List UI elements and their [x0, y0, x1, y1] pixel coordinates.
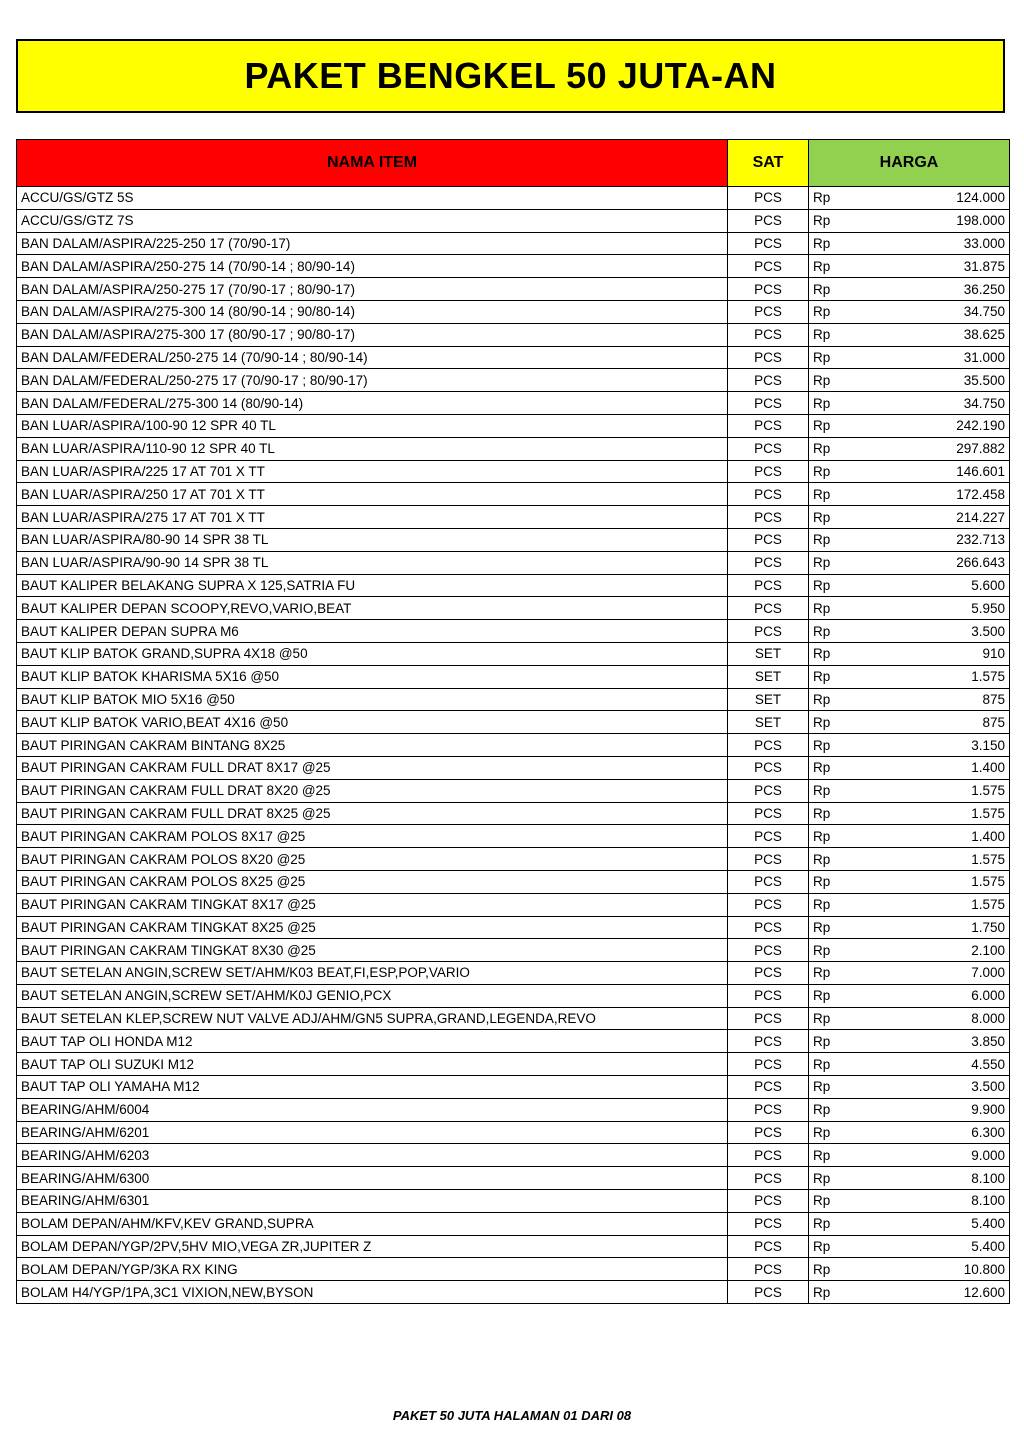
item-price: 4.550	[854, 1053, 1010, 1076]
item-unit: PCS	[728, 1258, 809, 1281]
item-unit: PCS	[728, 209, 809, 232]
item-unit: PCS	[728, 1190, 809, 1213]
item-name: BAUT PIRINGAN CAKRAM TINGKAT 8X30 @25	[17, 939, 728, 962]
table-row	[17, 528, 1010, 551]
currency-label: Rp	[809, 1190, 854, 1213]
table-row	[17, 962, 1010, 985]
currency-label: Rp	[809, 984, 854, 1007]
item-name: BEARING/AHM/6301	[17, 1190, 728, 1213]
currency-label: Rp	[809, 369, 854, 392]
currency-label: Rp	[809, 734, 854, 757]
currency-label: Rp	[809, 939, 854, 962]
item-name: BAUT TAP OLI HONDA M12	[17, 1030, 728, 1053]
table-row	[17, 756, 1010, 779]
item-price: 875	[854, 688, 1010, 711]
item-price: 34.750	[854, 392, 1010, 415]
item-unit: PCS	[728, 802, 809, 825]
table-row	[17, 1098, 1010, 1121]
table-row	[17, 734, 1010, 757]
item-name: BAUT KLIP BATOK KHARISMA 5X16 @50	[17, 665, 728, 688]
item-price: 3.150	[854, 734, 1010, 757]
table-row	[17, 1121, 1010, 1144]
item-name: BEARING/AHM/6004	[17, 1098, 728, 1121]
currency-label: Rp	[809, 437, 854, 460]
item-name: BOLAM DEPAN/YGP/2PV,5HV MIO,VEGA ZR,JUPITER Z	[17, 1235, 728, 1258]
table-row	[17, 483, 1010, 506]
item-name: BAUT SETELAN ANGIN,SCREW SET/AHM/K0J GENIO,PCX	[17, 984, 728, 1007]
currency-label: Rp	[809, 1007, 854, 1030]
table-row	[17, 1007, 1010, 1030]
header-sat: SAT	[728, 140, 809, 187]
table-row	[17, 802, 1010, 825]
item-price: 3.500	[854, 1076, 1010, 1099]
title-banner	[16, 39, 1005, 113]
item-price: 1.575	[854, 665, 1010, 688]
item-price: 6.300	[854, 1121, 1010, 1144]
item-unit: PCS	[728, 962, 809, 985]
item-unit: PCS	[728, 323, 809, 346]
table-row	[17, 642, 1010, 665]
table-row	[17, 209, 1010, 232]
item-price: 214.227	[854, 506, 1010, 529]
currency-label: Rp	[809, 620, 854, 643]
item-name: BEARING/AHM/6203	[17, 1144, 728, 1167]
item-price: 3.850	[854, 1030, 1010, 1053]
table-row	[17, 255, 1010, 278]
table-row	[17, 1258, 1010, 1281]
currency-label: Rp	[809, 1121, 854, 1144]
item-unit: PCS	[728, 278, 809, 301]
item-price: 34.750	[854, 300, 1010, 323]
currency-label: Rp	[809, 916, 854, 939]
item-price: 297.882	[854, 437, 1010, 460]
table-row	[17, 1235, 1010, 1258]
currency-label: Rp	[809, 688, 854, 711]
item-unit: PCS	[728, 1144, 809, 1167]
item-price: 3.500	[854, 620, 1010, 643]
item-name: BAUT PIRINGAN CAKRAM FULL DRAT 8X25 @25	[17, 802, 728, 825]
item-price: 232.713	[854, 528, 1010, 551]
item-price: 35.500	[854, 369, 1010, 392]
currency-label: Rp	[809, 893, 854, 916]
table-row	[17, 1144, 1010, 1167]
item-price: 12.600	[854, 1281, 1010, 1304]
table-header-row	[17, 140, 1010, 187]
item-price: 5.400	[854, 1235, 1010, 1258]
item-name: BAUT PIRINGAN CAKRAM POLOS 8X17 @25	[17, 825, 728, 848]
item-name: BEARING/AHM/6201	[17, 1121, 728, 1144]
item-price: 1.750	[854, 916, 1010, 939]
table-row	[17, 870, 1010, 893]
item-price: 9.900	[854, 1098, 1010, 1121]
item-name: BAUT PIRINGAN CAKRAM POLOS 8X25 @25	[17, 870, 728, 893]
item-price: 146.601	[854, 460, 1010, 483]
item-price: 5.400	[854, 1212, 1010, 1235]
item-price: 31.000	[854, 346, 1010, 369]
currency-label: Rp	[809, 1235, 854, 1258]
table-row	[17, 460, 1010, 483]
item-unit: PCS	[728, 779, 809, 802]
item-name: BAN DALAM/FEDERAL/250-275 14 (70/90-14 ; 80/90-14)	[17, 346, 728, 369]
item-unit: PCS	[728, 437, 809, 460]
table-row	[17, 688, 1010, 711]
currency-label: Rp	[809, 528, 854, 551]
item-name: BAUT PIRINGAN CAKRAM TINGKAT 8X25 @25	[17, 916, 728, 939]
item-name: BAUT PIRINGAN CAKRAM POLOS 8X20 @25	[17, 848, 728, 871]
item-unit: PCS	[728, 1098, 809, 1121]
currency-label: Rp	[809, 848, 854, 871]
currency-label: Rp	[809, 187, 854, 210]
item-unit: PCS	[728, 1076, 809, 1099]
item-price: 124.000	[854, 187, 1010, 210]
page-footer: PAKET 50 JUTA HALAMAN 01 DARI 08	[392, 1408, 632, 1423]
item-unit: PCS	[728, 1030, 809, 1053]
currency-label: Rp	[809, 962, 854, 985]
table-row	[17, 1281, 1010, 1304]
table-row	[17, 620, 1010, 643]
table-row	[17, 1167, 1010, 1190]
currency-label: Rp	[809, 1030, 854, 1053]
item-price: 10.800	[854, 1258, 1010, 1281]
item-unit: PCS	[728, 597, 809, 620]
item-price: 1.575	[854, 893, 1010, 916]
item-unit: PCS	[728, 848, 809, 871]
currency-label: Rp	[809, 1281, 854, 1304]
currency-label: Rp	[809, 756, 854, 779]
currency-label: Rp	[809, 392, 854, 415]
item-name: BAN LUAR/ASPIRA/100-90 12 SPR 40 TL	[17, 414, 728, 437]
table-row	[17, 187, 1010, 210]
table-row	[17, 506, 1010, 529]
item-name: BOLAM DEPAN/YGP/3KA RX KING	[17, 1258, 728, 1281]
table-row	[17, 711, 1010, 734]
item-price: 1.400	[854, 756, 1010, 779]
item-name: BAN DALAM/ASPIRA/250-275 14 (70/90-14 ; 80/90-14)	[17, 255, 728, 278]
item-unit: PCS	[728, 984, 809, 1007]
item-name: BAUT KLIP BATOK GRAND,SUPRA 4X18 @50	[17, 642, 728, 665]
table-row	[17, 597, 1010, 620]
currency-label: Rp	[809, 825, 854, 848]
table-row	[17, 1053, 1010, 1076]
item-price: 5.950	[854, 597, 1010, 620]
currency-label: Rp	[809, 711, 854, 734]
price-table	[16, 139, 1010, 1304]
currency-label: Rp	[809, 414, 854, 437]
item-unit: PCS	[728, 392, 809, 415]
currency-label: Rp	[809, 255, 854, 278]
item-price: 33.000	[854, 232, 1010, 255]
item-unit: PCS	[728, 528, 809, 551]
item-unit: PCS	[728, 1167, 809, 1190]
item-unit: SET	[728, 665, 809, 688]
item-name: BAN DALAM/ASPIRA/275-300 14 (80/90-14 ; 90/80-14)	[17, 300, 728, 323]
item-name: BAUT PIRINGAN CAKRAM FULL DRAT 8X20 @25	[17, 779, 728, 802]
item-unit: PCS	[728, 414, 809, 437]
item-unit: PCS	[728, 574, 809, 597]
currency-label: Rp	[809, 460, 854, 483]
item-price: 1.575	[854, 802, 1010, 825]
item-unit: PCS	[728, 187, 809, 210]
item-price: 266.643	[854, 551, 1010, 574]
item-name: BAN LUAR/ASPIRA/80-90 14 SPR 38 TL	[17, 528, 728, 551]
table-row	[17, 346, 1010, 369]
table-row	[17, 369, 1010, 392]
item-name: BAN LUAR/ASPIRA/225 17 AT 701 X TT	[17, 460, 728, 483]
currency-label: Rp	[809, 802, 854, 825]
table-row	[17, 551, 1010, 574]
item-unit: PCS	[728, 870, 809, 893]
item-name: BAUT KALIPER BELAKANG SUPRA X 125,SATRIA FU	[17, 574, 728, 597]
item-price: 38.625	[854, 323, 1010, 346]
currency-label: Rp	[809, 232, 854, 255]
item-unit: PCS	[728, 916, 809, 939]
currency-label: Rp	[809, 779, 854, 802]
item-unit: PCS	[728, 939, 809, 962]
item-unit: PCS	[728, 551, 809, 574]
item-unit: PCS	[728, 734, 809, 757]
item-unit: PCS	[728, 825, 809, 848]
currency-label: Rp	[809, 551, 854, 574]
currency-label: Rp	[809, 1098, 854, 1121]
currency-label: Rp	[809, 642, 854, 665]
item-unit: SET	[728, 642, 809, 665]
table-row	[17, 437, 1010, 460]
currency-label: Rp	[809, 278, 854, 301]
table-row	[17, 323, 1010, 346]
table-row	[17, 1030, 1010, 1053]
currency-label: Rp	[809, 209, 854, 232]
item-name: BAN LUAR/ASPIRA/90-90 14 SPR 38 TL	[17, 551, 728, 574]
header-nama-item: NAMA ITEM	[17, 140, 728, 187]
item-price: 172.458	[854, 483, 1010, 506]
item-price: 8.100	[854, 1167, 1010, 1190]
item-price: 36.250	[854, 278, 1010, 301]
item-price: 198.000	[854, 209, 1010, 232]
item-name: BAUT KLIP BATOK MIO 5X16 @50	[17, 688, 728, 711]
table-row	[17, 300, 1010, 323]
table-row	[17, 232, 1010, 255]
table-row	[17, 825, 1010, 848]
table-row	[17, 916, 1010, 939]
table-row	[17, 278, 1010, 301]
item-price: 2.100	[854, 939, 1010, 962]
item-name: BOLAM DEPAN/AHM/KFV,KEV GRAND,SUPRA	[17, 1212, 728, 1235]
table-row	[17, 779, 1010, 802]
item-name: BAUT PIRINGAN CAKRAM BINTANG 8X25	[17, 734, 728, 757]
item-name: BAUT TAP OLI YAMAHA M12	[17, 1076, 728, 1099]
item-name: BAUT TAP OLI SUZUKI M12	[17, 1053, 728, 1076]
currency-label: Rp	[809, 483, 854, 506]
currency-label: Rp	[809, 1053, 854, 1076]
page-title: PAKET BENGKEL 50 JUTA-AN	[244, 55, 777, 96]
currency-label: Rp	[809, 1212, 854, 1235]
currency-label: Rp	[809, 323, 854, 346]
item-name: ACCU/GS/GTZ 7S	[17, 209, 728, 232]
item-name: BAN LUAR/ASPIRA/275 17 AT 701 X TT	[17, 506, 728, 529]
currency-label: Rp	[809, 506, 854, 529]
item-price: 1.400	[854, 825, 1010, 848]
table-row	[17, 392, 1010, 415]
table-row	[17, 414, 1010, 437]
currency-label: Rp	[809, 665, 854, 688]
currency-label: Rp	[809, 1167, 854, 1190]
item-name: BAUT PIRINGAN CAKRAM TINGKAT 8X17 @25	[17, 893, 728, 916]
item-name: BAUT KALIPER DEPAN SUPRA M6	[17, 620, 728, 643]
item-name: BAN LUAR/ASPIRA/250 17 AT 701 X TT	[17, 483, 728, 506]
item-price: 242.190	[854, 414, 1010, 437]
item-name: BAN DALAM/ASPIRA/250-275 17 (70/90-17 ; 80/90-17)	[17, 278, 728, 301]
item-name: BAUT PIRINGAN CAKRAM FULL DRAT 8X17 @25	[17, 756, 728, 779]
table-row	[17, 939, 1010, 962]
item-unit: PCS	[728, 255, 809, 278]
currency-label: Rp	[809, 1258, 854, 1281]
item-price: 7.000	[854, 962, 1010, 985]
currency-label: Rp	[809, 597, 854, 620]
table-row	[17, 893, 1010, 916]
item-price: 1.575	[854, 848, 1010, 871]
item-name: BAN DALAM/FEDERAL/275-300 14 (80/90-14)	[17, 392, 728, 415]
item-unit: SET	[728, 688, 809, 711]
item-unit: PCS	[728, 300, 809, 323]
item-unit: PCS	[728, 756, 809, 779]
item-unit: PCS	[728, 483, 809, 506]
currency-label: Rp	[809, 1076, 854, 1099]
item-unit: PCS	[728, 1235, 809, 1258]
item-name: BAUT KLIP BATOK VARIO,BEAT 4X16 @50	[17, 711, 728, 734]
item-price: 8.100	[854, 1190, 1010, 1213]
item-price: 5.600	[854, 574, 1010, 597]
item-name: BAUT SETELAN KLEP,SCREW NUT VALVE ADJ/AHM/GN5 SUPRA,GRAND,LEGENDA,REVO	[17, 1007, 728, 1030]
item-unit: PCS	[728, 460, 809, 483]
item-name: BAUT SETELAN ANGIN,SCREW SET/AHM/K03 BEAT,FI,ESP,POP,VARIO	[17, 962, 728, 985]
table-row	[17, 1212, 1010, 1235]
item-price: 875	[854, 711, 1010, 734]
item-unit: PCS	[728, 1007, 809, 1030]
table-row	[17, 848, 1010, 871]
table-row	[17, 1190, 1010, 1213]
item-price: 1.575	[854, 870, 1010, 893]
item-name: BOLAM H4/YGP/1PA,3C1 VIXION,NEW,BYSON	[17, 1281, 728, 1304]
item-price: 31.875	[854, 255, 1010, 278]
item-name: BAN DALAM/ASPIRA/225-250 17 (70/90-17)	[17, 232, 728, 255]
item-name: BAN LUAR/ASPIRA/110-90 12 SPR 40 TL	[17, 437, 728, 460]
table-body	[17, 187, 1010, 1304]
currency-label: Rp	[809, 1144, 854, 1167]
item-name: BAN DALAM/FEDERAL/250-275 17 (70/90-17 ; 80/90-17)	[17, 369, 728, 392]
table-row	[17, 1076, 1010, 1099]
item-price: 9.000	[854, 1144, 1010, 1167]
header-harga: HARGA	[809, 140, 1010, 187]
item-unit: PCS	[728, 893, 809, 916]
currency-label: Rp	[809, 574, 854, 597]
table-row	[17, 665, 1010, 688]
item-unit: PCS	[728, 620, 809, 643]
item-unit: PCS	[728, 1281, 809, 1304]
item-price: 910	[854, 642, 1010, 665]
item-name: ACCU/GS/GTZ 5S	[17, 187, 728, 210]
table-row	[17, 984, 1010, 1007]
currency-label: Rp	[809, 300, 854, 323]
currency-label: Rp	[809, 346, 854, 369]
item-unit: PCS	[728, 1212, 809, 1235]
item-name: BAUT KALIPER DEPAN SCOOPY,REVO,VARIO,BEAT	[17, 597, 728, 620]
item-unit: PCS	[728, 369, 809, 392]
item-name: BEARING/AHM/6300	[17, 1167, 728, 1190]
item-unit: PCS	[728, 1053, 809, 1076]
item-price: 1.575	[854, 779, 1010, 802]
item-unit: PCS	[728, 506, 809, 529]
item-unit: PCS	[728, 232, 809, 255]
table-row	[17, 574, 1010, 597]
item-unit: PCS	[728, 346, 809, 369]
item-name: BAN DALAM/ASPIRA/275-300 17 (80/90-17 ; 90/80-17)	[17, 323, 728, 346]
item-unit: PCS	[728, 1121, 809, 1144]
item-price: 6.000	[854, 984, 1010, 1007]
item-unit: SET	[728, 711, 809, 734]
item-price: 8.000	[854, 1007, 1010, 1030]
currency-label: Rp	[809, 870, 854, 893]
